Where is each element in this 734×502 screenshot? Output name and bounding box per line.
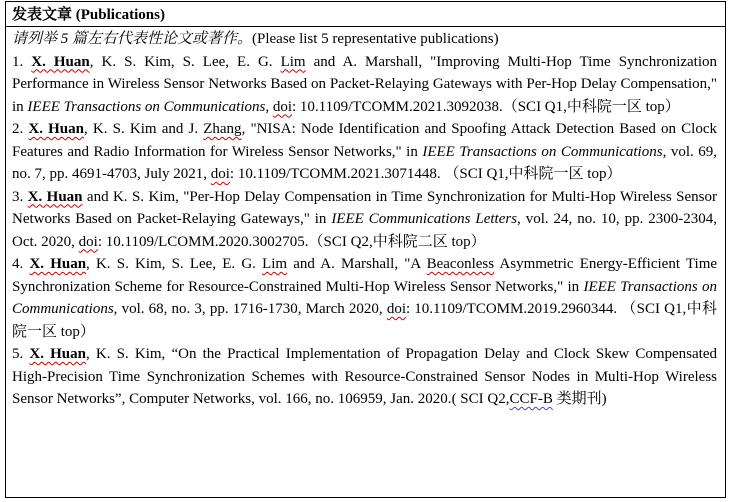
publication-item — [12, 186, 717, 254]
co-authors-end: and A. Marshall, — [305, 53, 431, 70]
co-author-zhang: Zhang — [203, 121, 242, 137]
ranking-note: （SCI Q1,中科院一区 top） — [12, 301, 718, 340]
doi-label: doi — [210, 166, 230, 182]
publication-title-start: "A — [404, 256, 427, 272]
publication-item: 1. X. Huan, K. S. Kim, S. Lee, E. G. Lim and A. Marshall, "Improving Multi-Hop Time Synchronization Performance in Wireless Sensor Networks Based on Packet-Relaying Gateways with Per-Hop Delay Compensation," in IEEE Transactions on Communications, doi: 10.1109/TCOMM.2021.3092038.（SCI Q1,中科院一区 top） — [12, 53, 718, 115]
doi-value: : 10.1109/LCOMM.2020.3002705. — [97, 233, 309, 250]
ranking-note: （SCI Q1,中科院一区 top） — [444, 166, 622, 182]
co-author-lim: Lim — [262, 256, 288, 272]
instruction-line — [12, 28, 717, 51]
publication-number: 5. — [12, 346, 24, 362]
publication-number: 3. — [12, 188, 24, 205]
instruction-en: (Please list 5 representative publications) — [252, 31, 499, 47]
in-word: in — [12, 98, 28, 115]
lead-author: X. Huan — [27, 188, 83, 205]
publication-details: , vol. 69, no. 7, pp. 4691-4703, July 2021, — [12, 143, 718, 182]
publications-body — [6, 27, 725, 411]
publication-title: "Per-Hop Delay Compensation in Time Synchronization for Multi-Hop Wireless Sensor Networks Based on Packet-Relaying Gateways," — [12, 188, 717, 227]
ranking-note: （SCI Q1,中科院一区 top） — [502, 98, 680, 115]
ranking-note-open: ( SCI Q2, — [451, 391, 510, 407]
co-author-lim: Lim — [280, 53, 306, 70]
publication-number: 4. — [12, 256, 24, 272]
section-title-zh: 发表文章 — [12, 7, 73, 23]
ranking-note-ccf: CCF-B — [509, 391, 553, 407]
publication-venue: IEEE Transactions on Communications — [27, 98, 266, 115]
publication-venue: IEEE Communications Letters — [331, 211, 518, 227]
instruction-zh: 请列举 5 篇左右代表性论文或著作。 — [12, 31, 253, 47]
ranking-note-close: 类期刊) — [552, 391, 607, 407]
publication-item — [12, 118, 717, 186]
publication-venue: IEEE Transactions on Communications — [422, 143, 663, 160]
publication-item — [12, 253, 717, 343]
lead-author: X. Huan — [31, 53, 90, 70]
co-authors: , K. S. Kim, S. Lee, E. G. — [89, 53, 281, 70]
doi-value: : 10.1109/TCOMM.2019.2960344. — [405, 301, 618, 317]
doi-value: : 10.1109/TCOMM.2021.3071448. — [229, 166, 441, 182]
doi-label: doi — [272, 98, 293, 115]
co-authors: , K. S. Kim and J. — [84, 121, 204, 137]
lead-author: X. Huan — [29, 346, 86, 362]
doi-value: : 10.1109/TCOMM.2021.3092038. — [292, 98, 503, 115]
section-header — [6, 2, 725, 27]
in-word: in — [309, 211, 332, 227]
co-authors: and K. S. Kim, — [82, 188, 184, 205]
publication-title: “On the Practical Implementation of Propagation Delay and Clock Skew Compensated High-Precision Time Synchronization Schemes with Resource-Constrained Sensor Nodes in Multi-Hop Wireless Sensor Networks” — [12, 346, 718, 407]
section-title-en: (Publications) — [75, 7, 165, 23]
publication-item — [12, 343, 717, 411]
in-word: in — [563, 278, 584, 295]
co-authors: , K. S. Kim, — [86, 346, 172, 362]
publications-table — [5, 1, 726, 498]
co-authors: , K. S. Kim, S. Lee, E. G. — [86, 256, 263, 272]
publication-details: , vol. 68, no. 3, pp. 1716-1730, March 2020, — [113, 301, 387, 317]
publication-title: "Improving Multi-Hop Time Synchronization Performance in Wireless Sensor Networks Based on Packet-Relaying Gateways with Per-Hop Delay Compensation," — [12, 53, 718, 92]
publication-venue: IEEE Transactions on Communications — [12, 278, 717, 317]
lead-author: X. Huan — [28, 121, 84, 137]
co-authors-end: and A. Marshall, — [287, 256, 405, 272]
publication-title-end: Asymmetric Energy-Efficient Time Synchronization Scheme for Resource-Constrained Multi-Hop Wireless Sensor Networks," — [12, 256, 718, 295]
publication-number: 1. — [12, 53, 24, 70]
co-authors-end: , — [241, 121, 251, 137]
publication-details: , vol. 24, no. 10, pp. 2300-2304, Oct. 2020, — [12, 211, 717, 250]
doi-label: doi — [78, 233, 98, 250]
ranking-note: （SCI Q2,中科院二区 top） — [308, 233, 486, 250]
publication-number: 2. — [12, 121, 24, 137]
publication-title: "NISA: Node Identification and Spoofing Attack Detection Based on Clock Features and Radio Information for Wireless Sensor Networks," — [12, 121, 718, 160]
publication-details: , Computer Networks, vol. 166, no. 106959, Jan. 2020. — [121, 391, 452, 407]
in-word: in — [401, 143, 423, 160]
lead-author: X. Huan — [29, 256, 87, 272]
doi-label: doi — [386, 301, 406, 317]
publication-title-word: Beaconless — [426, 256, 495, 272]
